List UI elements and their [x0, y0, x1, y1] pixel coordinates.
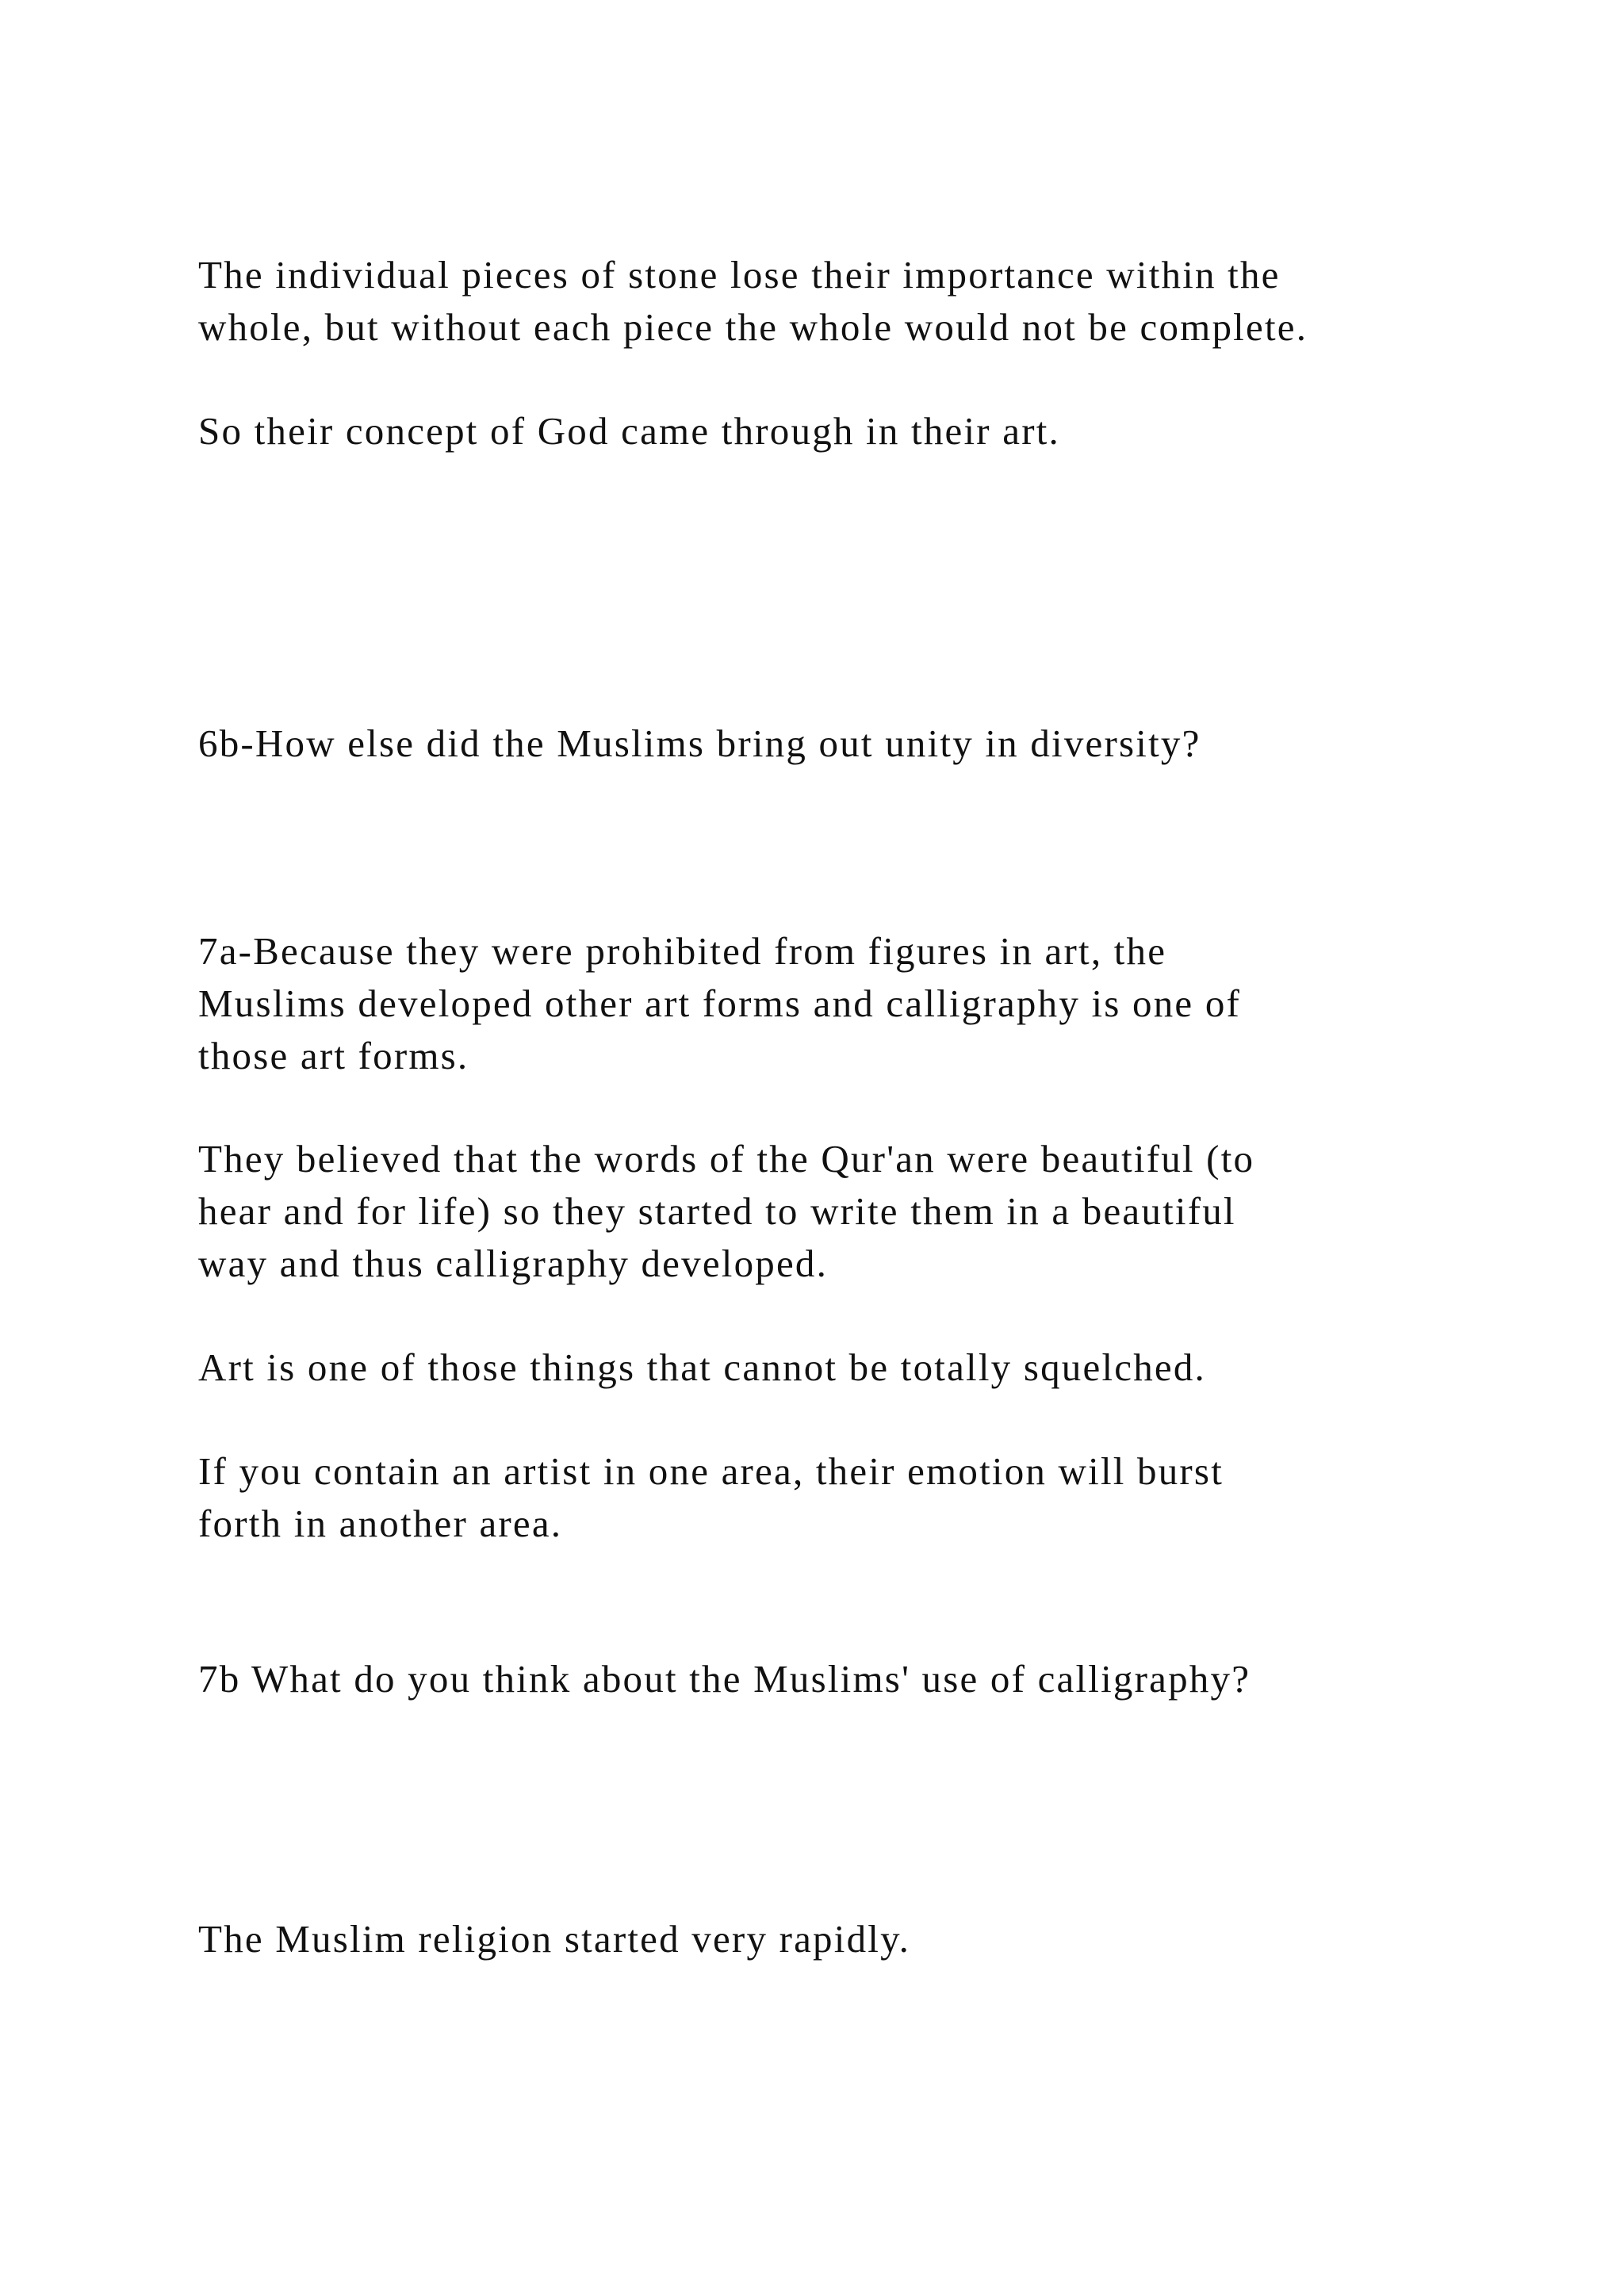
- question-6b: 6b-How else did the Muslims bring out unity in diversity?: [198, 721, 1201, 765]
- paragraph-7a-calligraphy: 7a-Because they were prohibited from figures in art, the Muslims developed other art forms and calligraphy is one of those art forms.: [198, 929, 1242, 1077]
- paragraph-art-squelched: Art is one of those things that cannot be totally squelched.: [198, 1345, 1207, 1389]
- paragraph-muslim-religion: The Muslim religion started very rapidly.: [198, 1917, 911, 1961]
- paragraph-artist-emotion: If you contain an artist in one area, their emotion will burst forth in another area.: [198, 1449, 1224, 1545]
- paragraph-stone-pieces: The individual pieces of stone lose their importance within the whole, but without each piece the whole would not be complete.: [198, 253, 1308, 349]
- paragraph-quran-words: They believed that the words of the Qur'an were beautiful (to hear and for life) so they started to write them in a beautiful way and thus calligraphy developed.: [198, 1137, 1255, 1285]
- paragraph-concept-of-god: So their concept of God came through in their art.: [198, 409, 1060, 453]
- question-7b: 7b What do you think about the Muslims' use of calligraphy?: [198, 1657, 1251, 1701]
